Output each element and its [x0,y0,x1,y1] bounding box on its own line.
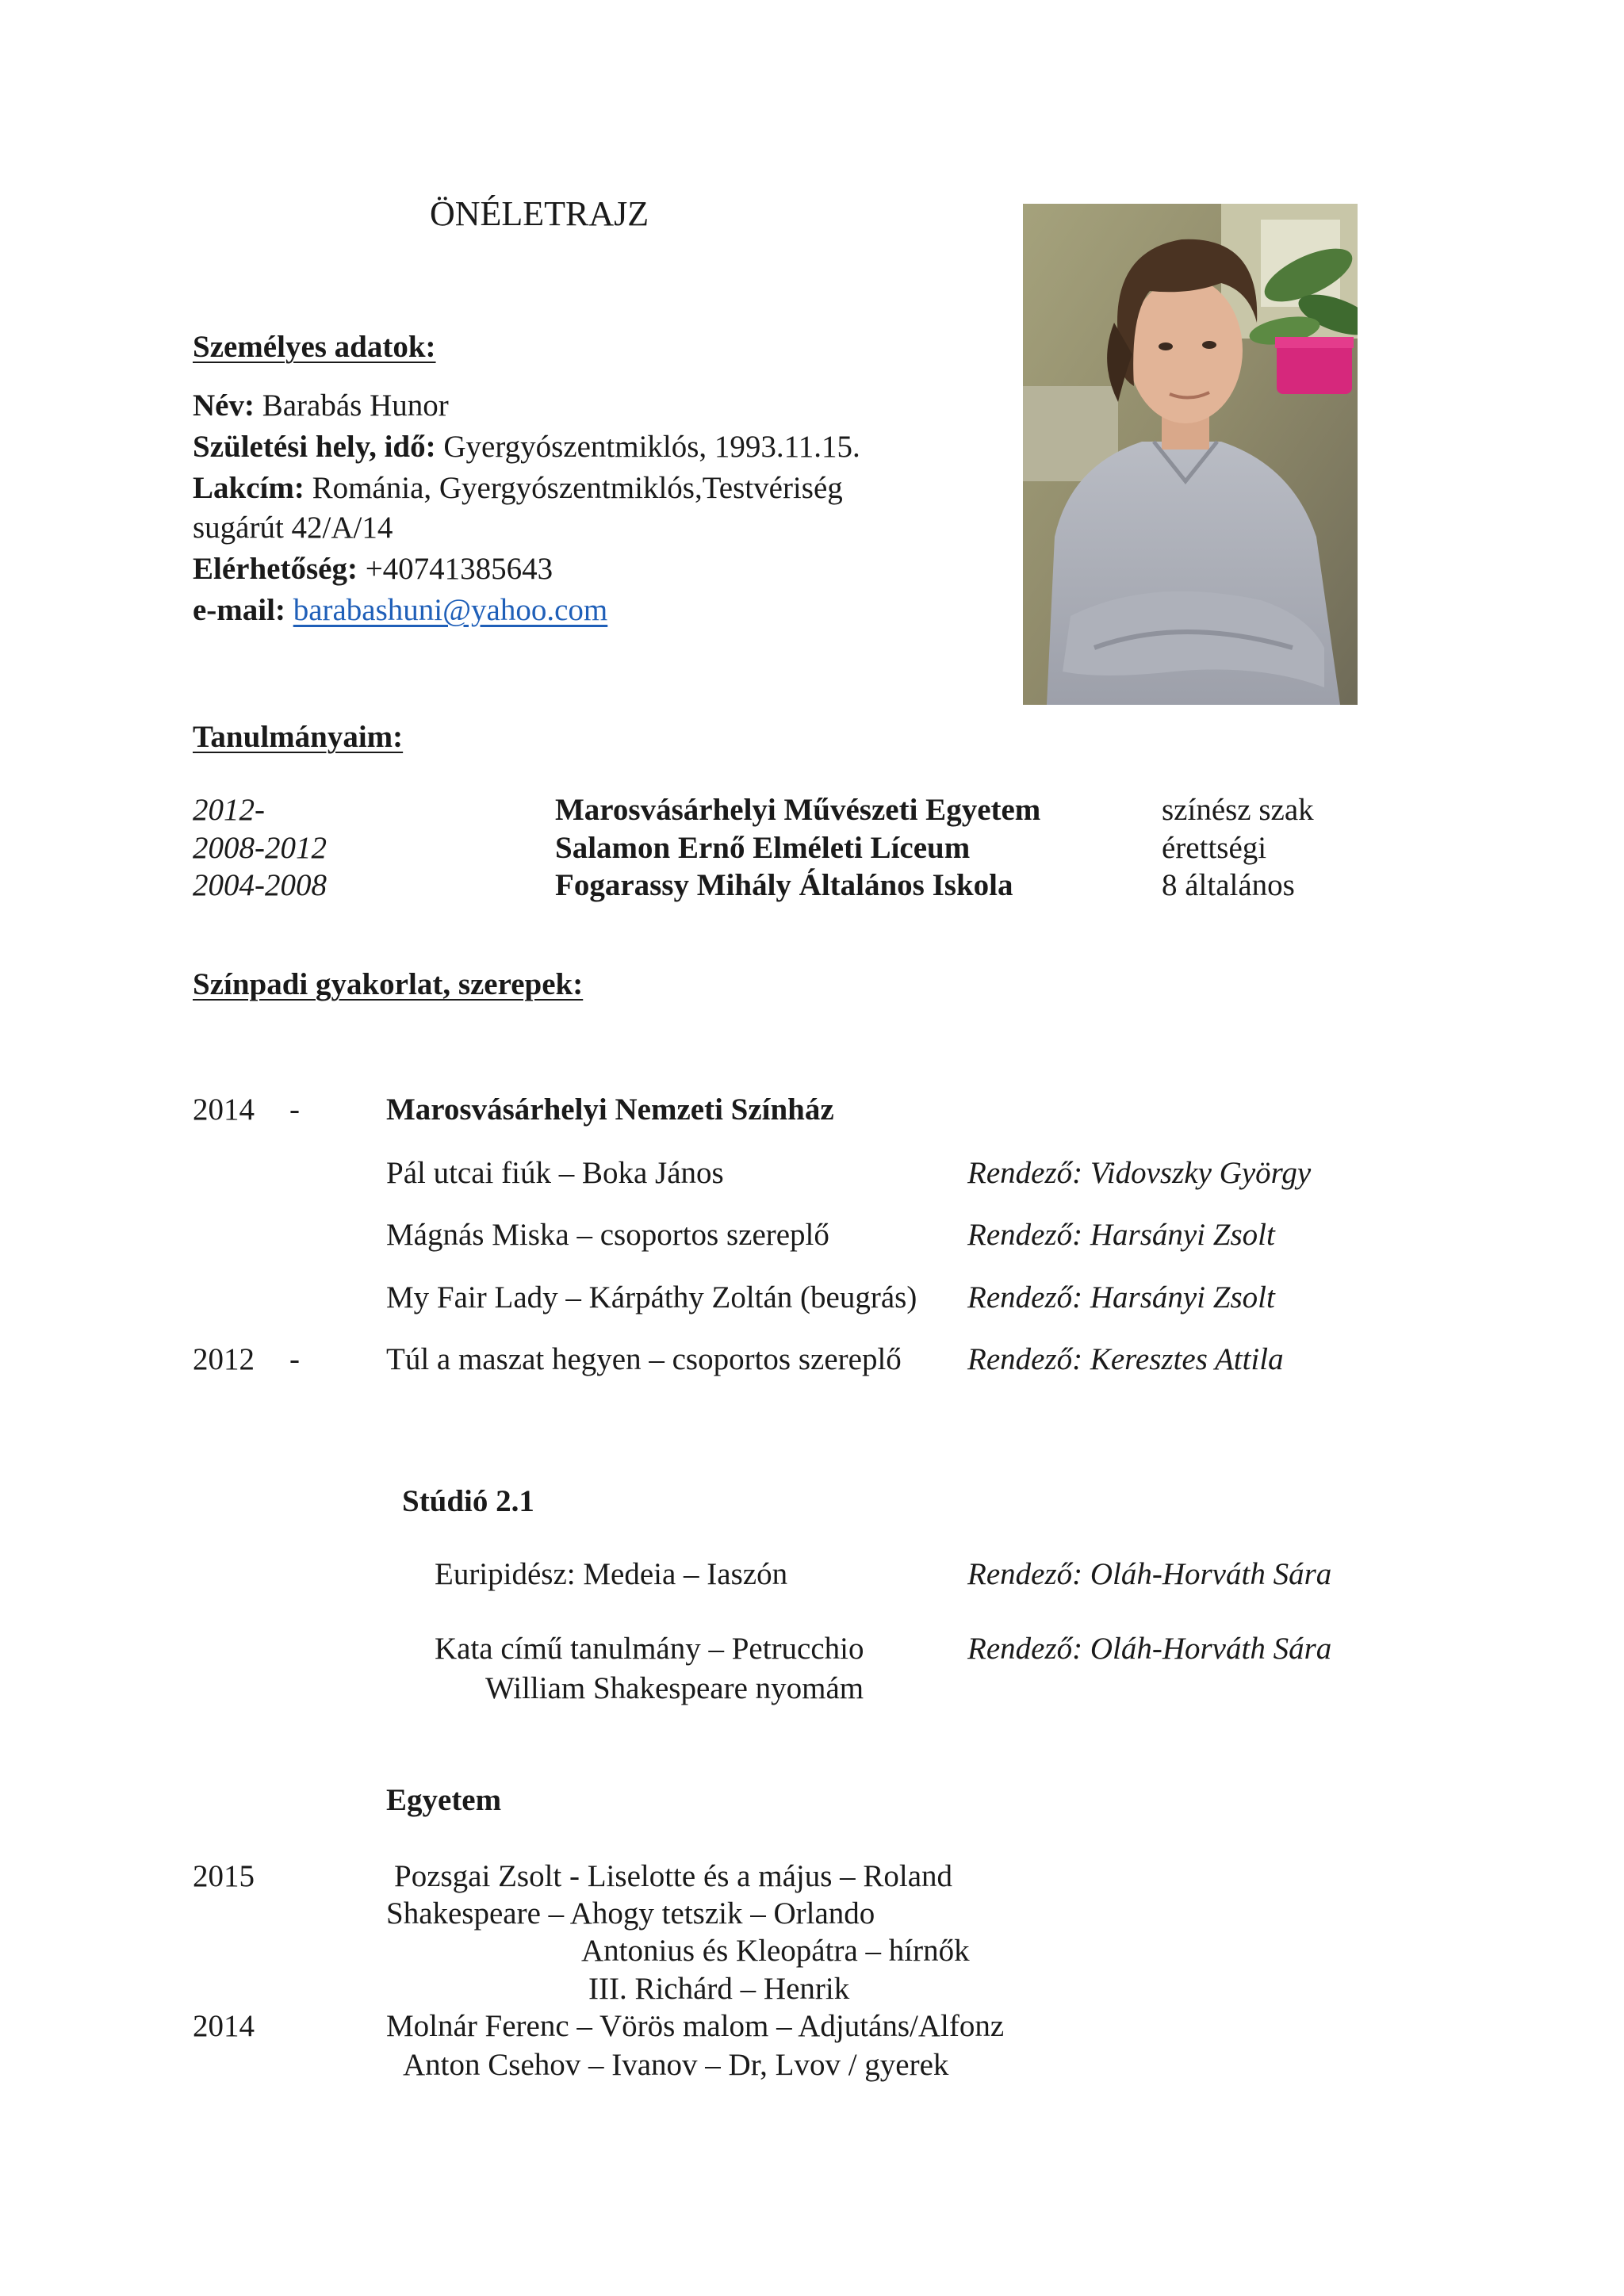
university-year: 2014 [193,2009,255,2043]
role: Túl a maszat hegyen – csoportos szereplő [386,1342,902,1376]
extra-year: 2012 [193,1342,255,1376]
study-note: 8 általános [1162,868,1295,902]
director: Rendező: Vidovszky György [967,1156,1312,1190]
email-label: e-mail: [193,593,285,627]
role-continuation: William Shakespeare nyomám [485,1671,864,1705]
university-role: Anton Csehov – Ivanov – Dr, Lvov / gyerek [403,2048,949,2082]
study-school: Fogarassy Mihály Általános Iskola [555,868,1013,902]
role: Pál utcai fiúk – Boka János [386,1156,724,1190]
director: Rendező: Keresztes Attila [967,1342,1284,1376]
theatre-year: 2014 [193,1093,255,1127]
role: My Fair Lady – Kárpáthy Zoltán (beugrás) [386,1280,917,1314]
email-line [193,595,607,626]
director: Rendező: Oláh-Horváth Sára [967,1557,1332,1591]
university-role: Pozsgai Zsolt - Liselotte és a május – Roland [394,1859,953,1893]
birth-label: Születési hely, idő: [193,430,436,464]
address-continuation: sugárút 42/A/14 [193,511,393,545]
phone-value: +40741385643 [365,552,553,586]
director: Rendező: Oláh-Horváth Sára [967,1632,1332,1666]
study-years: 2004-2008 [193,868,327,902]
studies-heading: Tanulmányaim: [193,720,404,754]
theatre-dash: - [289,1093,300,1127]
study-note: érettségi [1162,831,1267,865]
stage-heading: Színpadi gyakorlat, szerepek: [193,967,584,1001]
phone-label: Elérhetőség: [193,552,358,586]
address-value: Románia, Gyergyószentmiklós,Testvériség [312,471,843,505]
name-label: Név: [193,388,255,423]
extra-dash: - [289,1342,300,1376]
director: Rendező: Harsányi Zsolt [967,1280,1275,1314]
university-role: Shakespeare – Ahogy tetszik – Orlando [386,1896,875,1931]
university-year: 2015 [193,1859,255,1893]
role: Mágnás Miska – csoportos szereplő [386,1218,829,1252]
address-line [193,473,843,503]
role: Kata című tanulmány – Petrucchio [435,1632,864,1666]
address-label: Lakcím: [193,471,304,505]
name-line [193,390,449,421]
page-title: ÖNÉLETRAJZ [430,194,649,233]
role: Euripidész: Medeia – Iaszón [435,1557,788,1591]
email-link[interactable]: barabashuni@yahoo.com [293,593,608,627]
name-value: Barabás Hunor [262,388,449,423]
director: Rendező: Harsányi Zsolt [967,1218,1275,1252]
portrait-photo [1023,204,1358,705]
study-note: színész szak [1162,793,1314,827]
studio-name: Stúdió 2.1 [402,1484,534,1518]
university-role: Molnár Ferenc – Vörös malom – Adjutáns/Alfonz [386,2009,1005,2043]
birth-value: Gyergyószentmiklós, 1993.11.15. [443,430,860,464]
university-name: Egyetem [386,1783,502,1817]
personal-heading: Személyes adatok: [193,330,436,364]
university-role: Antonius és Kleopátra – hírnők [581,1934,970,1968]
study-years: 2012- [193,793,265,827]
study-school: Salamon Ernő Elméleti Líceum [555,831,971,865]
university-role: III. Richárd – Henrik [588,1972,850,2006]
study-years: 2008-2012 [193,831,327,865]
phone-line [193,553,553,584]
birth-line [193,431,860,462]
theatre-name: Marosvásárhelyi Nemzeti Színház [386,1093,834,1127]
study-school: Marosvásárhelyi Művészeti Egyetem [555,793,1041,827]
